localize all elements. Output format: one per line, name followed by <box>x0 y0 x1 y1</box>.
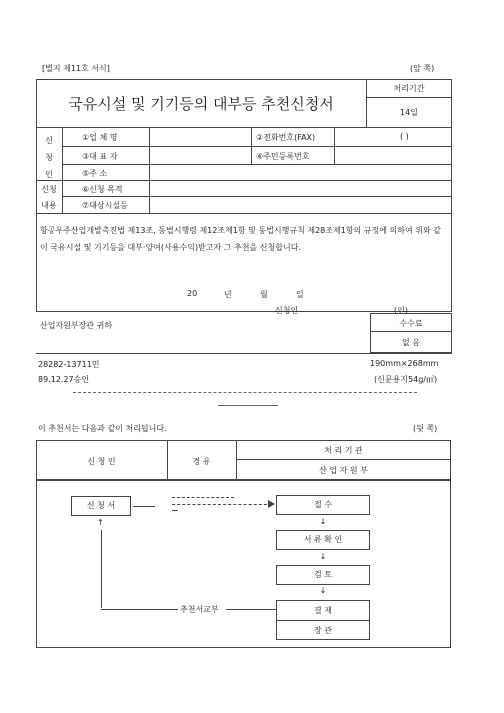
business-name-label: ①업 체 명 <box>82 133 118 142</box>
flow-minister-label: 장 관 <box>314 626 332 635</box>
flow-approve-label: 결 재 <box>314 606 332 615</box>
address-field[interactable] <box>151 166 450 179</box>
flow-applicant-box: 신 청 서 <box>71 496 131 516</box>
applicant-group-label: 신 청 인 <box>45 136 53 179</box>
signer-label: 신청인 <box>275 306 299 315</box>
date-day-unit: 일 <box>296 290 304 299</box>
resident-number-label: ④주민등록번호 <box>256 152 310 161</box>
route-dash-arrow <box>172 504 272 505</box>
deliver-recommendation-label: 추천서교부 <box>180 605 219 614</box>
phone-parens: ( ) <box>400 132 409 141</box>
flow-review-box: 서 류 확 인 <box>276 530 370 550</box>
processing-period-value: 14일 <box>400 108 418 117</box>
approval-date: 89.12.27승인 <box>38 375 90 384</box>
fee-label: 수수료 <box>399 319 423 328</box>
form-code: 28282-13711민 <box>38 360 100 369</box>
recipient: 산업자원부장관 귀하 <box>40 321 113 330</box>
back-side-label: (뒷 쪽) <box>413 424 438 433</box>
date-year-unit: 년 <box>224 290 232 299</box>
target-facility-label: ⑦대상시설등 <box>82 201 128 210</box>
return-line-left <box>101 609 178 610</box>
route-arrow-head-icon <box>268 500 275 508</box>
route-dash-tick <box>172 510 178 511</box>
flow-inspect-box: 검 토 <box>276 565 370 585</box>
application-statement: 항공우주산업개발촉진법 제13조, 동법시행령 제12조제1항 및 동법시행규칙 제28조제1항의 규정에 의하여 위와 같이 국유시설 및 기기등을 대부·양여(사용수익)받고자 그 추천을 신청합니다. <box>40 226 441 252</box>
route-dash-top <box>172 497 234 498</box>
purpose-label: ⑥신청 목적 <box>82 185 123 194</box>
cut-line-short <box>218 405 278 406</box>
col-agency: 처 리 기 관 <box>324 446 363 455</box>
resident-number-field[interactable] <box>336 148 450 163</box>
business-name-field[interactable] <box>151 129 249 144</box>
purpose-field[interactable] <box>151 182 450 195</box>
date-year: 20 <box>187 289 198 298</box>
phone-field[interactable] <box>336 129 450 144</box>
target-facility-field[interactable] <box>151 198 450 211</box>
arrow-down-icon: ↓ <box>319 552 327 561</box>
representative-label: ③대 표 자 <box>82 152 118 161</box>
flow-receive-box: 접 수 <box>276 495 370 515</box>
fee-value: 없 음 <box>402 338 420 347</box>
front-side-label: (앞 쪽) <box>410 64 435 73</box>
return-line <box>101 530 102 608</box>
col-route: 경 유 <box>192 457 211 466</box>
col-applicant: 신 청 인 <box>87 457 116 466</box>
form-number: [별지 제11호 서식] <box>42 64 110 73</box>
paper-size: 190mm×268mm <box>370 359 439 368</box>
form-title: 국유시설 및 기기등의 대부등 추천신청서 <box>68 95 334 113</box>
phone-label: ②전화번호(FAX) <box>256 133 316 142</box>
arrow-down-icon: ↓ <box>319 517 327 526</box>
flow-connector <box>133 506 155 507</box>
address-label: ⑤주 소 <box>82 169 108 178</box>
representative-field[interactable] <box>151 148 249 163</box>
col-ministry: 산 업 자 원 부 <box>319 466 368 475</box>
seal-mark: (인) <box>394 306 408 315</box>
date-month-unit: 월 <box>260 290 268 299</box>
return-line-right <box>226 609 276 610</box>
processing-note: 이 추천서는 다음과 같이 처리됩니다. <box>38 424 167 433</box>
cut-line <box>73 392 417 393</box>
arrow-down-icon: ↓ <box>319 586 327 595</box>
request-group-label: 신청 내용 <box>41 185 57 210</box>
paper-spec: (신문용지54g/㎡) <box>374 375 438 384</box>
arrow-up-icon: ↑ <box>97 518 104 527</box>
processing-period-label: 처리기간 <box>393 84 425 93</box>
